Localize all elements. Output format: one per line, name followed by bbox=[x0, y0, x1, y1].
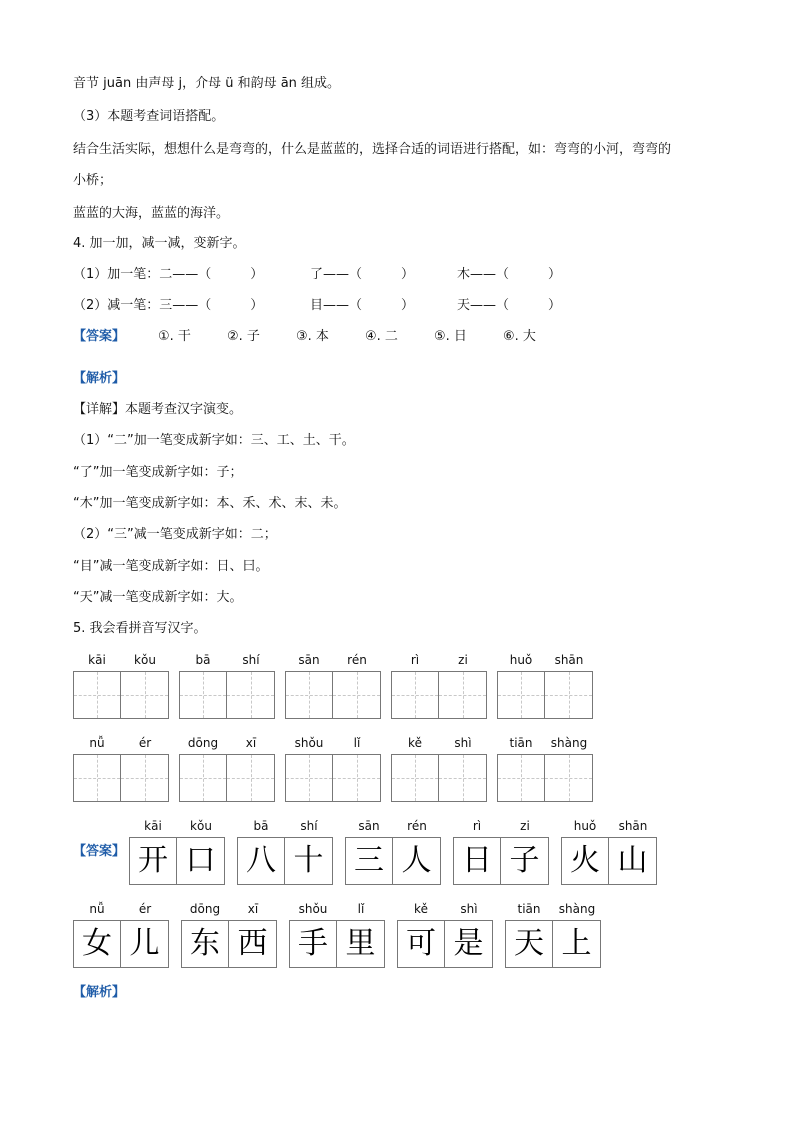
pinyin-label: shān bbox=[618, 819, 648, 833]
answer-cell bbox=[553, 920, 601, 968]
pinyin-label: lǐ bbox=[353, 736, 361, 750]
hanzi-char: 山 bbox=[617, 843, 648, 878]
hanzi-char: 上 bbox=[561, 926, 592, 961]
tianzige-group bbox=[129, 819, 226, 887]
pinyin-label: xī bbox=[247, 902, 259, 916]
answer-cell bbox=[561, 837, 609, 885]
pinyin-label: kǒu bbox=[134, 653, 156, 667]
answer-cell bbox=[121, 920, 169, 968]
pinyin-label: bā bbox=[195, 653, 211, 667]
pinyin-label: kāi bbox=[88, 653, 106, 667]
writing-cell[interactable] bbox=[121, 671, 169, 719]
answer-item: ⑤. 日 bbox=[434, 329, 467, 344]
pinyin-label: zi bbox=[520, 819, 530, 833]
answer-cell bbox=[445, 920, 493, 968]
q4-2-b: 目——（ ） bbox=[310, 298, 415, 313]
hanzi-char: 日 bbox=[462, 843, 492, 878]
pinyin-label: zi bbox=[458, 653, 468, 667]
writing-cell[interactable] bbox=[121, 754, 169, 802]
answer-item: ③. 本 bbox=[296, 329, 329, 344]
tianzige-group bbox=[289, 902, 386, 970]
pinyin-label: nǚ bbox=[89, 736, 105, 750]
q4-1-b: 了——（ ） bbox=[310, 267, 415, 282]
hanzi-char: 人 bbox=[401, 843, 432, 878]
writing-cell[interactable] bbox=[285, 754, 333, 802]
answer-cell bbox=[345, 837, 393, 885]
pinyin-label: rì bbox=[410, 653, 420, 667]
writing-cell[interactable] bbox=[497, 671, 545, 719]
writing-cell[interactable] bbox=[333, 671, 381, 719]
hanzi-char: 三 bbox=[354, 843, 384, 878]
pinyin-label: tiān bbox=[509, 736, 533, 750]
tianzige-group bbox=[73, 653, 170, 721]
tianzige-group bbox=[391, 653, 488, 721]
hanzi-char: 西 bbox=[237, 926, 268, 961]
pinyin-label: kāi bbox=[144, 819, 162, 833]
writing-cell[interactable] bbox=[333, 754, 381, 802]
tianzige-group bbox=[397, 902, 494, 970]
answer-cell bbox=[129, 837, 177, 885]
tianzige-group bbox=[179, 653, 276, 721]
writing-cell[interactable] bbox=[545, 754, 593, 802]
pinyin-label: shí bbox=[300, 819, 318, 833]
writing-cell[interactable] bbox=[73, 671, 121, 719]
pinyin-label: bā bbox=[253, 819, 269, 833]
pinyin-label: shǒu bbox=[298, 902, 328, 916]
answer-cell bbox=[73, 920, 121, 968]
tianzige-group bbox=[285, 736, 382, 804]
pinyin-label: rén bbox=[347, 653, 367, 667]
tianzige-group bbox=[561, 819, 658, 887]
answer-cell bbox=[609, 837, 657, 885]
writing-cell[interactable] bbox=[391, 754, 439, 802]
pinyin-label: dōng bbox=[187, 736, 219, 750]
answer-cell bbox=[177, 837, 225, 885]
tianzige-group bbox=[345, 819, 442, 887]
answer-cell bbox=[337, 920, 385, 968]
answer-cell bbox=[393, 837, 441, 885]
hanzi-char: 口 bbox=[185, 843, 216, 878]
writing-cell[interactable] bbox=[439, 754, 487, 802]
answer-cell bbox=[453, 837, 501, 885]
pinyin-label: shǒu bbox=[294, 736, 324, 750]
tianzige-group bbox=[453, 819, 550, 887]
answer-cell bbox=[501, 837, 549, 885]
writing-cell[interactable] bbox=[391, 671, 439, 719]
pinyin-label: lǐ bbox=[357, 902, 365, 916]
pinyin-label: sān bbox=[298, 653, 320, 667]
pinyin-label: rén bbox=[407, 819, 427, 833]
hanzi-char: 天 bbox=[514, 926, 544, 961]
writing-cell[interactable] bbox=[227, 754, 275, 802]
pinyin-label: rì bbox=[472, 819, 482, 833]
tianzige-group bbox=[497, 736, 594, 804]
pinyin-label: shì bbox=[460, 902, 478, 916]
pinyin-label: sān bbox=[358, 819, 380, 833]
pinyin-label: huǒ bbox=[573, 819, 597, 833]
text-line: （3）本题考查词语搭配。 bbox=[73, 109, 225, 124]
analysis-tag: 【解析】 bbox=[73, 371, 126, 386]
pinyin-label: shàng bbox=[550, 736, 588, 750]
hanzi-char: 里 bbox=[345, 926, 376, 961]
tianzige-group bbox=[497, 653, 594, 721]
pinyin-label: huǒ bbox=[509, 653, 533, 667]
writing-cell[interactable] bbox=[179, 754, 227, 802]
pinyin-label: shān bbox=[554, 653, 584, 667]
tianzige-group bbox=[505, 902, 602, 970]
hanzi-char: 子 bbox=[509, 843, 540, 878]
answer-cell bbox=[505, 920, 553, 968]
pinyin-label: nǚ bbox=[89, 902, 105, 916]
pinyin-label: dōng bbox=[189, 902, 221, 916]
text-line: 【详解】本题考查汉字演变。 bbox=[73, 402, 243, 417]
writing-cell[interactable] bbox=[497, 754, 545, 802]
answer-item: ②. 子 bbox=[227, 329, 260, 344]
answer-cell bbox=[289, 920, 337, 968]
text-line: 小桥； bbox=[73, 173, 113, 188]
pinyin-label: tiān bbox=[517, 902, 541, 916]
answer-cell bbox=[285, 837, 333, 885]
text-line: （2）“三”减一笔变成新字如：二； bbox=[73, 527, 277, 542]
pinyin-label: ér bbox=[138, 902, 152, 916]
hanzi-char: 开 bbox=[138, 843, 168, 878]
writing-cell[interactable] bbox=[285, 671, 333, 719]
q4-2-a: （2）减一笔：三——（ ） bbox=[73, 298, 264, 313]
answer-tag: 【答案】 bbox=[73, 329, 126, 344]
answer-item: ⑥. 大 bbox=[503, 329, 536, 344]
text-line: “目”减一笔变成新字如：日、曰。 bbox=[73, 559, 269, 574]
hanzi-char: 八 bbox=[246, 843, 276, 878]
tianzige-group bbox=[391, 736, 488, 804]
text-line: 音节 juān 由声母 j，介母 ü 和韵母 ān 组成。 bbox=[73, 76, 341, 91]
pinyin-label: shí bbox=[242, 653, 260, 667]
hanzi-char: 是 bbox=[453, 926, 484, 961]
hanzi-char: 东 bbox=[190, 926, 220, 961]
q4-1-c: 木——（ ） bbox=[457, 267, 562, 282]
text-line: （1）“二”加一笔变成新字如：三、工、土、干。 bbox=[73, 433, 355, 448]
answer-cell bbox=[181, 920, 229, 968]
analysis-tag: 【解析】 bbox=[73, 985, 126, 1000]
hanzi-char: 女 bbox=[82, 926, 112, 961]
tianzige-group bbox=[237, 819, 334, 887]
pinyin-label: kě bbox=[414, 902, 428, 916]
text-line: 结合生活实际，想想什么是弯弯的，什么是蓝蓝的，选择合适的词语进行搭配，如：弯弯的小河，弯弯的 bbox=[73, 142, 672, 157]
writing-cell[interactable] bbox=[439, 671, 487, 719]
tianzige-group bbox=[181, 902, 278, 970]
hanzi-char: 火 bbox=[570, 843, 600, 878]
q4-1-a: （1）加一笔：二——（ ） bbox=[73, 267, 264, 282]
writing-cell[interactable] bbox=[545, 671, 593, 719]
hanzi-char: 手 bbox=[298, 926, 328, 961]
hanzi-char: 可 bbox=[406, 926, 436, 961]
tianzige-group bbox=[73, 736, 170, 804]
tianzige-group bbox=[285, 653, 382, 721]
pinyin-label: ér bbox=[138, 736, 152, 750]
hanzi-char: 十 bbox=[293, 843, 324, 878]
answer-cell bbox=[397, 920, 445, 968]
tianzige-group bbox=[179, 736, 276, 804]
writing-cell[interactable] bbox=[227, 671, 275, 719]
q4-2-c: 天——（ ） bbox=[457, 298, 562, 313]
text-line: “了”加一笔变成新字如：子； bbox=[73, 465, 243, 480]
answer-cell bbox=[237, 837, 285, 885]
pinyin-label: shì bbox=[454, 736, 472, 750]
text-line: “木”加一笔变成新字如：本、禾、术、末、未。 bbox=[73, 496, 347, 511]
question-title: 4. 加一加，减一减，变新字。 bbox=[73, 236, 246, 251]
writing-cell[interactable] bbox=[179, 671, 227, 719]
pinyin-label: kǒu bbox=[190, 819, 212, 833]
pinyin-label: shàng bbox=[558, 902, 596, 916]
pinyin-label: xī bbox=[245, 736, 257, 750]
question-title: 5. 我会看拼音写汉字。 bbox=[73, 621, 207, 636]
answer-tag: 【答案】 bbox=[73, 844, 126, 859]
answer-item: ①. 干 bbox=[158, 329, 191, 344]
hanzi-char: 儿 bbox=[129, 926, 160, 961]
text-line: 蓝蓝的大海，蓝蓝的海洋。 bbox=[73, 206, 230, 221]
tianzige-group bbox=[73, 902, 170, 970]
writing-cell[interactable] bbox=[73, 754, 121, 802]
text-line: “天”减一笔变成新字如：大。 bbox=[73, 590, 243, 605]
answer-item: ④. 二 bbox=[365, 329, 398, 344]
answer-cell bbox=[229, 920, 277, 968]
pinyin-label: kě bbox=[408, 736, 422, 750]
